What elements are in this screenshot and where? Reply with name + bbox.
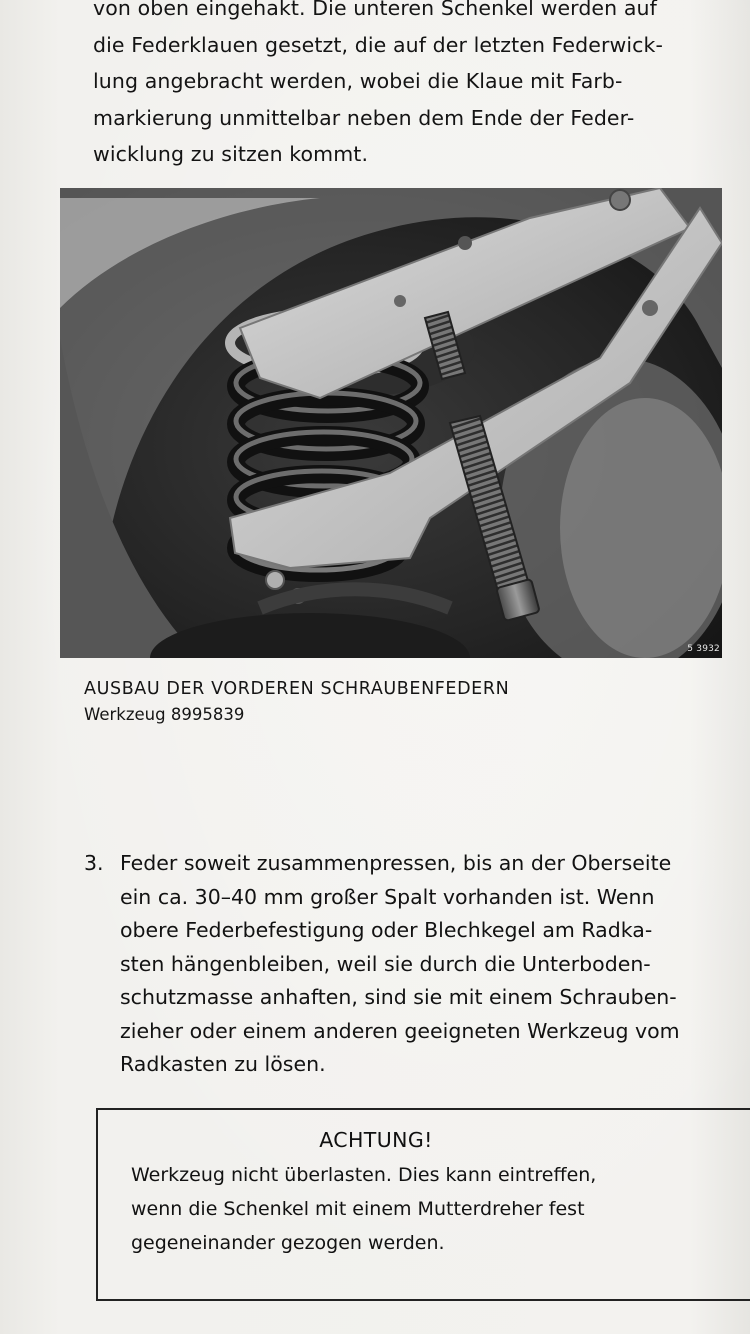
step-line: schutzmasse anhaften, sind sie mit einem Schrauben- <box>120 985 677 1009</box>
warning-title: ACHTUNG! <box>319 1128 433 1152</box>
step-line: ein ca. 30–40 mm großer Spalt vorhanden ist. Wenn <box>120 884 655 909</box>
intro-line: wicklung zu sitzen kommt. <box>93 142 369 166</box>
caption-title: AUSBAU DER VORDEREN SCHRAUBENFEDERN <box>84 679 510 699</box>
photo-reference-number: 5 3932 <box>687 644 720 654</box>
warning-line: gegeneinander gezogen werden. <box>131 1232 445 1254</box>
photo-illustration <box>60 188 722 658</box>
intro-line: die Federklauen gesetzt, die auf der letzten Federwick- <box>93 32 664 57</box>
warning-line: Werkzeug nicht überlasten. Dies kann eintreffen, <box>131 1164 597 1186</box>
caption-tool-number: Werkzeug 8995839 <box>84 705 245 724</box>
step-line: Feder soweit zusammenpressen, bis an der Oberseite <box>120 851 672 875</box>
intro-paragraph <box>93 0 743 173</box>
step-text <box>120 847 680 1082</box>
step-line: zieher oder einem anderen geeigneten Werkzeug vom <box>120 1018 680 1043</box>
spring-compressor-photo <box>60 188 722 658</box>
step-line: obere Federbefestigung oder Blechkegel am Radka- <box>120 918 653 942</box>
intro-line: von oben eingehakt. Die unteren Schenkel werden auf <box>93 0 657 20</box>
figure-caption <box>84 677 509 727</box>
warning-box <box>96 1108 750 1301</box>
warning-text <box>131 1158 596 1260</box>
step-line: sten hängenbleiben, weil sie durch die Unterboden- <box>120 951 651 976</box>
warning-line: wenn die Schenkel mit einem Mutterdreher fest <box>131 1198 585 1220</box>
step-line: Radkasten zu lösen. <box>120 1052 326 1076</box>
intro-line: lung angebracht werden, wobei die Klaue mit Farb- <box>93 69 623 93</box>
step-number: 3. <box>84 851 104 875</box>
intro-line: markierung unmittelbar neben dem Ende der Feder- <box>93 105 635 130</box>
